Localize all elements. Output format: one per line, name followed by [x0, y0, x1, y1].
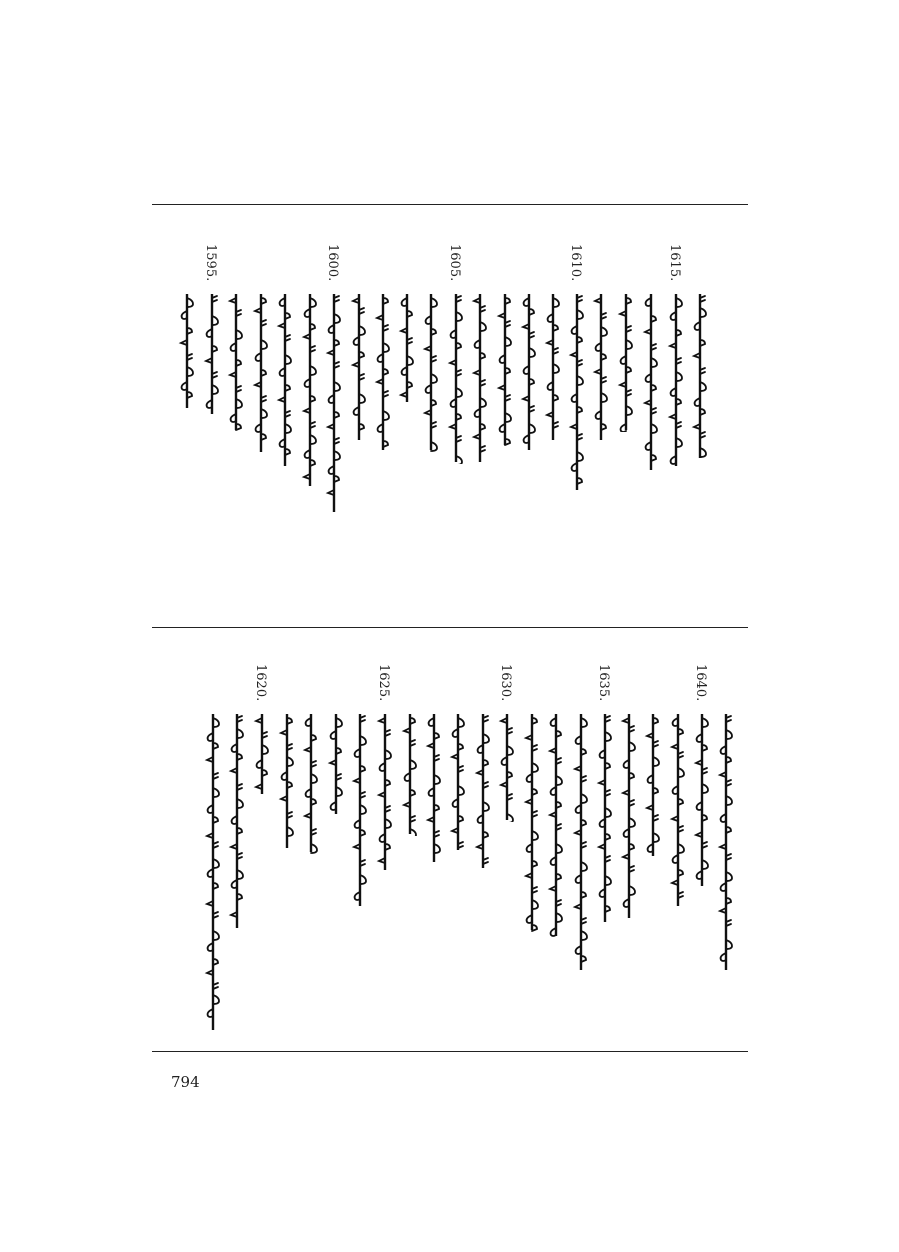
text-column [445, 244, 467, 466]
vertical-script-line [547, 712, 565, 938]
mongolian-script-line [276, 292, 294, 468]
mongolian-script-line [496, 292, 514, 447]
text-column [251, 664, 273, 798]
text-column [201, 244, 223, 418]
mongolian-script-line [204, 712, 222, 1032]
mongolian-script-line [425, 712, 443, 864]
vertical-script-line [471, 292, 489, 464]
line-number-text: 1625. [376, 664, 391, 702]
line-number-text: 1615. [667, 244, 682, 282]
text-column [518, 292, 540, 502]
text-column [250, 292, 272, 504]
vertical-script-line [401, 712, 419, 836]
line-number-text: 1610. [568, 244, 583, 282]
text-column [348, 292, 370, 492]
text-column [420, 292, 442, 502]
vertical-script-line [327, 712, 345, 816]
vertical-script-line [617, 292, 635, 432]
text-column [642, 712, 664, 908]
text-column [689, 292, 711, 510]
line-number-text: 1595. [203, 244, 218, 282]
text-column [521, 712, 543, 982]
line-number-text: 1640. [693, 664, 708, 702]
mongolian-script-line [717, 712, 735, 972]
mongolian-script-line [228, 712, 246, 930]
mongolian-script-line [693, 712, 711, 888]
mongolian-script-line [544, 292, 562, 442]
mongolian-script-line [617, 292, 635, 432]
mongolian-script-line [422, 292, 440, 452]
vertical-script-line [449, 712, 467, 852]
mongolian-script-line [474, 712, 492, 870]
vertical-script-line [693, 712, 711, 888]
mongolian-script-line [227, 292, 245, 432]
mongolian-script-line [568, 292, 586, 492]
mongolian-script-line [592, 292, 610, 442]
vertical-script-line [203, 292, 221, 416]
text-column [374, 664, 396, 874]
vertical-script-line [447, 292, 465, 464]
vertical-script-line [592, 292, 610, 442]
mongolian-script-line [667, 292, 685, 468]
mongolian-script-line [449, 712, 467, 852]
vertical-script-line [717, 712, 735, 972]
mongolian-script-line [178, 292, 196, 410]
mongolian-script-line [520, 292, 538, 452]
vertical-script-line [228, 712, 246, 930]
text-column [423, 712, 445, 914]
mongolian-script-line [351, 712, 369, 908]
mongolian-script-line [644, 712, 662, 858]
vertical-script-line [425, 712, 443, 864]
vertical-script-line [568, 292, 586, 492]
text-column [618, 712, 640, 970]
vertical-script-line [644, 712, 662, 858]
text-column [566, 244, 588, 494]
text-column [372, 292, 394, 502]
line-number-text: 1605. [447, 244, 462, 282]
mongolian-script-line [203, 292, 221, 416]
text-column [325, 712, 347, 866]
text-column [276, 712, 298, 900]
rule-bottom [152, 1051, 748, 1052]
text-column [570, 712, 592, 1022]
text-column [300, 712, 322, 904]
vertical-script-line [572, 712, 590, 972]
vertical-script-line [474, 712, 492, 870]
text-column [542, 292, 564, 492]
text-column [494, 292, 516, 497]
mongolian-script-line [572, 712, 590, 972]
mongolian-script-line [401, 712, 419, 836]
mongolian-script-line [301, 292, 319, 488]
text-column [323, 244, 345, 516]
line-number-text: 1620. [253, 664, 268, 702]
vertical-script-line [691, 292, 709, 460]
text-column [615, 292, 637, 482]
mongolian-script-line [691, 292, 709, 460]
text-column [665, 244, 687, 470]
vertical-script-line [278, 712, 296, 850]
vertical-script-line [498, 712, 516, 822]
page-number: 794 [171, 1073, 200, 1091]
text-column [176, 292, 198, 460]
mongolian-script-line [374, 292, 392, 452]
text-column [226, 712, 248, 980]
text-column [667, 712, 689, 958]
vertical-script-line [620, 712, 638, 920]
vertical-script-line [374, 292, 392, 452]
mongolian-script-line [376, 712, 394, 872]
vertical-script-line [596, 712, 614, 924]
mongolian-script-line [325, 292, 343, 514]
vertical-script-line [642, 292, 660, 472]
text-column [396, 292, 418, 454]
text-column [274, 292, 296, 518]
mongolian-script-line [398, 292, 416, 404]
text-column [349, 712, 371, 958]
text-column [299, 292, 321, 538]
vertical-script-line [252, 292, 270, 454]
vertical-script-line [376, 712, 394, 872]
vertical-script-line [398, 292, 416, 404]
vertical-script-line [350, 292, 368, 442]
vertical-script-line [544, 292, 562, 442]
vertical-script-line [301, 292, 319, 488]
text-column [225, 292, 247, 482]
vertical-script-line [667, 292, 685, 468]
mongolian-script-line [350, 292, 368, 442]
vertical-script-line [523, 712, 541, 932]
text-column [447, 712, 469, 902]
mongolian-script-line [253, 712, 271, 796]
rule-top [152, 204, 748, 205]
mongolian-script-line [447, 292, 465, 464]
mongolian-script-line [596, 712, 614, 924]
mongolian-script-line [620, 712, 638, 920]
vertical-script-line [520, 292, 538, 452]
mongolian-script-line [278, 712, 296, 850]
mongolian-script-line [302, 712, 320, 854]
text-column [545, 712, 567, 988]
text-column [472, 712, 494, 920]
line-number-text: 1600. [325, 244, 340, 282]
mongolian-script-line [523, 712, 541, 932]
mongolian-script-line [642, 292, 660, 472]
vertical-script-line [351, 712, 369, 908]
text-column [469, 292, 491, 514]
line-number-text: 1635. [596, 664, 611, 702]
text-column [496, 664, 518, 824]
vertical-script-line [204, 712, 222, 1032]
vertical-script-line [227, 292, 245, 432]
mongolian-script-line [471, 292, 489, 464]
vertical-script-line [276, 292, 294, 468]
vertical-script-line [178, 292, 196, 410]
text-column [715, 712, 737, 1022]
vertical-script-line [325, 292, 343, 514]
text-column [594, 664, 616, 926]
mongolian-script-line [498, 712, 516, 822]
line-number-text: 1630. [498, 664, 513, 702]
vertical-script-line [496, 292, 514, 447]
mongolian-script-line [327, 712, 345, 816]
vertical-script-line [669, 712, 687, 908]
rule-middle [152, 627, 748, 628]
vertical-script-line [302, 712, 320, 854]
text-column [399, 712, 421, 886]
mongolian-script-line [547, 712, 565, 938]
mongolian-script-line [669, 712, 687, 908]
mongolian-script-line [252, 292, 270, 454]
vertical-script-line [422, 292, 440, 452]
text-column [202, 712, 224, 1082]
text-column [640, 292, 662, 522]
text-column [590, 292, 612, 492]
text-column [691, 664, 713, 890]
vertical-script-line [253, 712, 271, 796]
